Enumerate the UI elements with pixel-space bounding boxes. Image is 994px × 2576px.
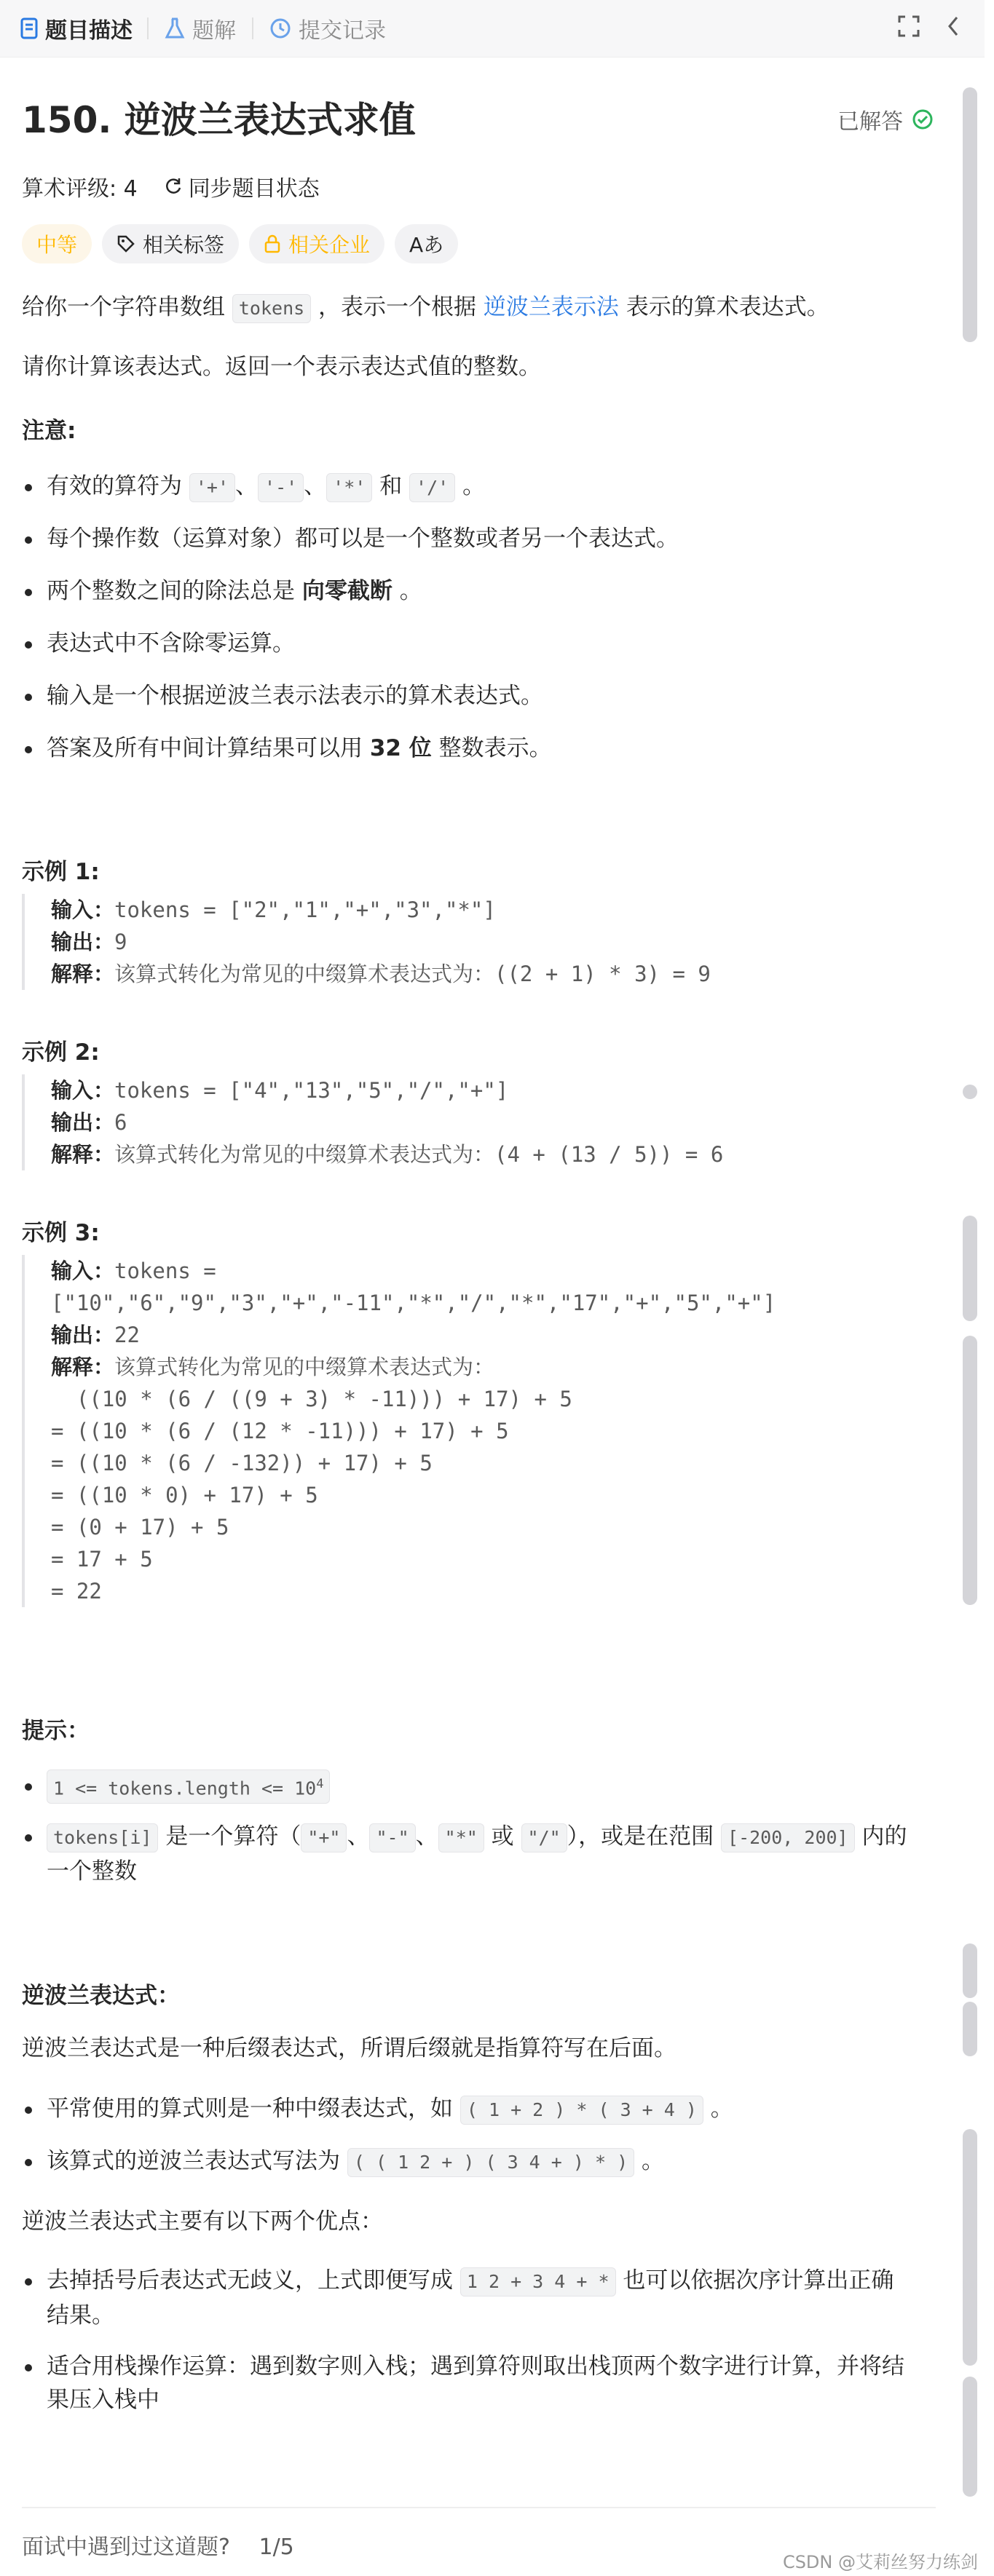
description-paragraph [22, 291, 829, 323]
sync-status-button[interactable] [164, 170, 320, 202]
list-item-text: 输入是一个根据逆波兰表示法表示的算术表达式。 [47, 683, 543, 709]
input-label: 输入： [51, 897, 115, 922]
scrollbar-thumb[interactable] [963, 87, 977, 342]
text-span: 也可以依据次序计算出正确 [623, 2267, 894, 2294]
text-span: 、 [235, 473, 259, 499]
history-icon [269, 17, 291, 39]
text-span: 是一个算符（ [165, 1823, 301, 1850]
text-span: 和 [379, 473, 403, 499]
scrollbar-segment [963, 2002, 977, 2056]
text-span: 该算式的逆波兰表达式写法为 [47, 2148, 340, 2174]
list-item [22, 2350, 904, 2383]
tab-bar [0, 0, 985, 58]
output-label: 输出： [51, 1323, 115, 1347]
tab-divider [252, 17, 253, 39]
lock-icon [264, 234, 281, 253]
explain-label: 解释： [51, 962, 115, 986]
text-span: 、 [415, 1823, 438, 1850]
tab-solutions[interactable] [165, 0, 236, 57]
inline-code: "-" [369, 1823, 415, 1852]
calc-step: = ((10 * 0) + 17) + 5 [51, 1483, 318, 1507]
inline-code: 1 2 + 3 4 + * [460, 2267, 616, 2296]
list-item-continued: 一个整数 [47, 1858, 137, 1885]
text-span: 。 [399, 578, 422, 604]
inline-code: "+" [301, 1823, 347, 1852]
text-span: ，表示一个根据 [318, 294, 477, 320]
list-item [22, 1769, 330, 1804]
tab-divider [147, 17, 149, 39]
text-span: 、 [304, 473, 327, 499]
example-block [22, 1074, 942, 1170]
input-label: 输入： [51, 1078, 115, 1103]
list-item-text: 每个操作数（运算对象）都可以是一个整数或者另一个表达式。 [47, 526, 679, 552]
list-item [22, 2092, 733, 2125]
bullet [25, 484, 32, 491]
tab-submissions[interactable] [269, 0, 386, 57]
inline-code: '/' [409, 473, 455, 502]
difficulty-badge[interactable] [22, 224, 92, 263]
tab-description-label: 题目描述 [45, 18, 133, 44]
list-item [22, 732, 552, 765]
list-item [22, 627, 295, 660]
text-span: 答案及所有中间计算结果可以用 [47, 735, 363, 761]
related-tags-button[interactable] [102, 224, 239, 263]
inline-code: [-200, 200] [721, 1823, 855, 1852]
interview-question[interactable] [22, 2529, 294, 2561]
text-span: ），或是在范围 [567, 1823, 714, 1850]
text-span: 有效的算符为 [47, 473, 182, 499]
inline-code: tokens[i] [47, 1823, 158, 1852]
solved-label: 已解答 [837, 109, 903, 135]
inline-code: '-' [258, 473, 304, 502]
divider [22, 2507, 936, 2508]
calc-step: = ((10 * (6 / -132)) + 17) + 5 [51, 1451, 433, 1475]
output-label: 输出： [51, 930, 115, 954]
problem-title: 150. 逆波兰表达式求值 [22, 99, 416, 141]
example-explanation: 该算式转化为常见的中缀算术表达式为： [114, 1355, 495, 1379]
scrollbar-segment [963, 2129, 977, 2366]
bullet [25, 641, 32, 649]
watermark: CSDN @艾莉丝努力练剑 [782, 2552, 978, 2572]
rpn-link[interactable]: 逆波兰表示法 [483, 294, 619, 320]
superscript: 4 [316, 1777, 324, 1792]
bullet [25, 694, 32, 701]
tag-row [22, 224, 468, 263]
example-block [22, 1255, 942, 1607]
inline-code: ( 1 + 2 ) * ( 3 + 4 ) [460, 2096, 703, 2125]
scrollbar-segment [963, 2377, 977, 2497]
inline-code: "*" [438, 1823, 484, 1852]
text-span: 两个整数之间的除法总是 [47, 578, 295, 604]
text-span: 去掉括号后表达式无歧义，上式即便写成 [47, 2267, 453, 2294]
bold-text: 向零截断 [301, 578, 393, 604]
scrollbar-segment [963, 1085, 977, 1099]
check-circle-icon [912, 108, 934, 130]
calc-step: = (0 + 17) + 5 [51, 1515, 229, 1539]
calc-step: = ((10 * (6 / (12 * -11))) + 17) + 5 [51, 1419, 509, 1443]
list-item-continued: 结果。 [47, 2302, 114, 2329]
rating-row [22, 170, 320, 202]
list-item [22, 469, 485, 503]
list-item [22, 2144, 664, 2178]
bullet [25, 746, 32, 753]
fullscreen-icon[interactable] [897, 15, 920, 41]
inline-code: '+' [189, 473, 235, 502]
text-span: 、 [347, 1823, 370, 1850]
rpn-paragraph: 逆波兰表达式是一种后缀表达式，所谓后缀就是指算符写在后面。 [22, 2035, 677, 2061]
note-heading: 注意: [22, 418, 76, 444]
scrollbar-segment [963, 1216, 977, 1321]
explain-label: 解释： [51, 1355, 115, 1379]
explain-label: 解释： [51, 1142, 115, 1167]
example-input: tokens = ["4","13","5","/","+"] [114, 1078, 509, 1103]
text-span: 表示的算术表达式。 [626, 294, 829, 320]
tab-submissions-label: 提交记录 [299, 18, 386, 44]
translate-icon: Aあ [409, 233, 444, 257]
related-companies-label: 相关企业 [288, 233, 371, 257]
example-output: 9 [114, 930, 127, 954]
calc-step: = 22 [51, 1579, 102, 1604]
difficulty-label: 中等 [36, 233, 78, 257]
bullet [25, 536, 32, 544]
tab-description[interactable] [20, 0, 133, 57]
bullet [25, 2107, 32, 2114]
example-output: 22 [114, 1323, 140, 1347]
description-paragraph: 请你计算该表达式。返回一个表示表达式值的整数。 [22, 354, 541, 380]
refresh-icon [164, 177, 183, 196]
hints-heading: 提示： [22, 1718, 90, 1744]
text-span: 。 [462, 473, 486, 499]
example-output: 6 [114, 1110, 127, 1135]
tab-solutions-label: 题解 [192, 18, 236, 44]
list-item [22, 522, 679, 555]
calc-step: = 17 + 5 [51, 1547, 153, 1572]
rating-label: 算术评级: 4 [22, 176, 138, 202]
tag-icon [117, 234, 135, 253]
bullet [25, 1834, 32, 1842]
example-input: tokens = [114, 1259, 216, 1283]
bold-text: 32 位 [369, 735, 432, 761]
example-heading: 示例 3: [22, 1220, 100, 1246]
example-block [22, 894, 942, 990]
text-span: 。 [642, 2148, 665, 2174]
bullet [25, 1783, 32, 1791]
bullet [25, 2159, 32, 2166]
calc-step: ((10 * (6 / ((9 + 3) * -11))) + 17) + 5 [51, 1387, 572, 1411]
scrollbar-segment [963, 1943, 977, 1998]
related-tags-label: 相关标签 [143, 233, 225, 257]
inline-code: "/" [521, 1823, 567, 1852]
bullet [25, 2364, 32, 2371]
list-item [22, 1820, 907, 1853]
related-companies-button[interactable] [249, 224, 384, 263]
sync-status-label: 同步题目状态 [188, 176, 320, 202]
solved-status [837, 103, 934, 135]
flask-icon [165, 17, 185, 39]
example-heading: 示例 2: [22, 1039, 100, 1066]
collapse-icon[interactable] [945, 15, 961, 41]
example-heading: 示例 1: [22, 859, 100, 885]
inline-code: ( ( 1 2 + ) ( 3 4 + ) * ) [347, 2148, 634, 2177]
document-icon [20, 17, 38, 39]
text-span: 内的 [861, 1823, 907, 1850]
text-span: 或 [491, 1823, 514, 1850]
example-input: tokens = ["2","1","+","3","*"] [114, 897, 496, 922]
translate-button[interactable] [395, 224, 458, 263]
list-item-text: 表达式中不含除零运算。 [47, 630, 295, 657]
scrollbar-segment [963, 1336, 977, 1605]
inline-code [47, 1769, 330, 1803]
code-text: 1 <= tokens.length <= 10 [53, 1778, 317, 1799]
text-span: 平常使用的算式则是一种中缀表达式，如 [47, 2096, 453, 2122]
list-item-text: 适合用栈操作运算：遇到数字则入栈；遇到算符则取出栈顶两个数字进行计算，并将结 [47, 2353, 904, 2379]
list-item [22, 2264, 894, 2297]
list-item [22, 679, 543, 713]
example-explanation: 该算式转化为常见的中缀算术表达式为：((2 + 1) * 3) = 9 [114, 962, 711, 986]
bullet [25, 589, 32, 596]
output-label: 输出： [51, 1110, 115, 1135]
input-label: 输入： [51, 1259, 115, 1283]
bullet [25, 2278, 32, 2286]
example-explanation: 该算式转化为常见的中缀算术表达式为：(4 + (13 / 5)) = 6 [114, 1142, 724, 1167]
interview-question-label: 面试中遇到过这道题? [22, 2535, 230, 2560]
rpn-paragraph: 逆波兰表达式主要有以下两个优点： [22, 2208, 383, 2235]
rpn-heading: 逆波兰表达式： [22, 1983, 180, 2009]
text-span: 给你一个字符串数组 [22, 294, 225, 320]
list-item [22, 574, 422, 608]
inline-code: '*' [326, 473, 372, 502]
inline-code: tokens [232, 294, 311, 323]
example-input-continued: ["10","6","9","3","+","-11","*","/","*","17","+","5","+"] [51, 1291, 776, 1315]
interview-progress: 1/5 [259, 2535, 294, 2560]
list-item-continued: 果压入栈中 [47, 2387, 159, 2413]
text-span: 。 [710, 2096, 733, 2122]
text-span: 整数表示。 [438, 735, 552, 761]
